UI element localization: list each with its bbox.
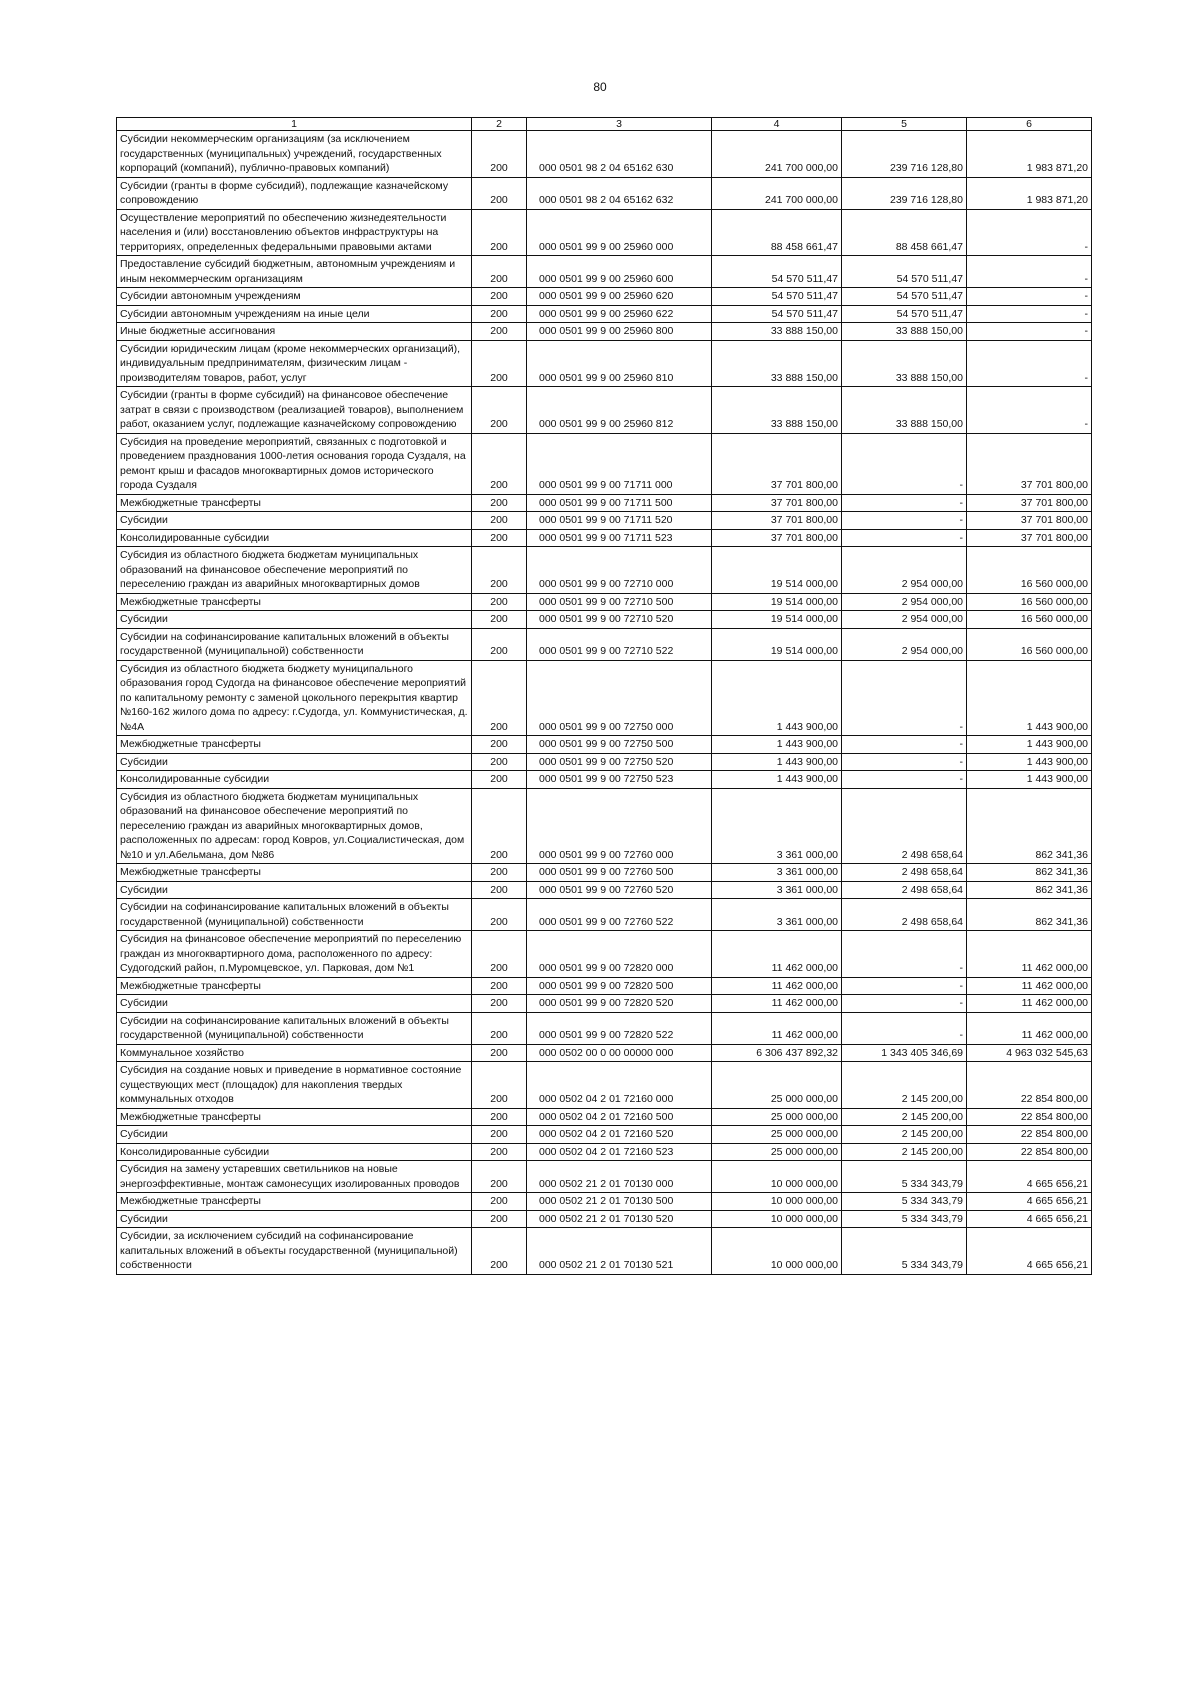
row-executed-amount-cell: 54 570 511,47	[842, 288, 967, 306]
row-classification-code-cell: 000 0501 99 9 00 25960 000	[527, 209, 712, 256]
row-unexecuted-amount-cell: 11 462 000,00	[967, 931, 1092, 978]
table-row	[117, 340, 1092, 387]
table-row	[117, 1193, 1092, 1211]
row-planned-amount-cell: 10 000 000,00	[712, 1228, 842, 1275]
row-classification-code-cell: 000 0501 98 2 04 65162 632	[527, 177, 712, 209]
row-name-cell: Субсидии автономным учреждениям на иные цели	[117, 305, 472, 323]
row-planned-amount-cell: 25 000 000,00	[712, 1143, 842, 1161]
table-row	[117, 433, 1092, 494]
row-planned-amount-cell: 1 443 900,00	[712, 753, 842, 771]
row-name-cell: Межбюджетные трансферты	[117, 494, 472, 512]
row-planned-amount-cell: 1 443 900,00	[712, 736, 842, 754]
table-body	[117, 118, 1092, 1275]
table-row	[117, 977, 1092, 995]
row-name-cell: Межбюджетные трансферты	[117, 736, 472, 754]
row-admin-code-cell: 200	[472, 736, 527, 754]
row-planned-amount-cell: 37 701 800,00	[712, 494, 842, 512]
row-executed-amount-cell: 33 888 150,00	[842, 323, 967, 341]
row-executed-amount-cell: -	[842, 433, 967, 494]
row-unexecuted-amount-cell: 4 665 656,21	[967, 1228, 1092, 1275]
row-admin-code-cell: 200	[472, 864, 527, 882]
row-classification-code-cell: 000 0501 99 9 00 72760 000	[527, 788, 712, 864]
row-classification-code-cell: 000 0501 99 9 00 25960 620	[527, 288, 712, 306]
row-unexecuted-amount-cell: 1 443 900,00	[967, 736, 1092, 754]
row-admin-code-cell: 200	[472, 931, 527, 978]
table-row	[117, 593, 1092, 611]
table-row	[117, 1143, 1092, 1161]
table-row	[117, 256, 1092, 288]
table-row	[117, 1012, 1092, 1044]
row-planned-amount-cell: 10 000 000,00	[712, 1161, 842, 1193]
table-row	[117, 995, 1092, 1013]
table-row	[117, 494, 1092, 512]
row-executed-amount-cell: 2 954 000,00	[842, 611, 967, 629]
row-admin-code-cell: 200	[472, 177, 527, 209]
row-unexecuted-amount-cell: -	[967, 256, 1092, 288]
row-name-cell: Межбюджетные трансферты	[117, 593, 472, 611]
row-admin-code-cell: 200	[472, 1108, 527, 1126]
row-executed-amount-cell: 239 716 128,80	[842, 131, 967, 178]
row-name-cell: Субсидии	[117, 881, 472, 899]
table-row	[117, 512, 1092, 530]
row-classification-code-cell: 000 0502 21 2 01 70130 521	[527, 1228, 712, 1275]
table-row	[117, 931, 1092, 978]
row-unexecuted-amount-cell: 22 854 800,00	[967, 1108, 1092, 1126]
column-number-row	[117, 118, 1092, 131]
row-executed-amount-cell: -	[842, 494, 967, 512]
row-name-cell: Субсидия из областного бюджета бюджету муниципального образования город Судогда на финансовое обеспечение мероприятий по капитальному ремонту с заменой цокольного перекрытия квартир №160-162 жилого дома по адресу: г.Судогда, ул. Коммунистическая, д.№4А	[117, 660, 472, 736]
row-admin-code-cell: 200	[472, 753, 527, 771]
table-row	[117, 864, 1092, 882]
row-classification-code-cell: 000 0501 99 9 00 72760 500	[527, 864, 712, 882]
row-name-cell: Субсидии на софинансирование капитальных вложений в объекты государственной (муниципальной) собственности	[117, 899, 472, 931]
row-name-cell: Межбюджетные трансферты	[117, 977, 472, 995]
row-classification-code-cell: 000 0501 99 9 00 72760 522	[527, 899, 712, 931]
row-classification-code-cell: 000 0501 99 9 00 71711 523	[527, 529, 712, 547]
row-executed-amount-cell: -	[842, 771, 967, 789]
table-row	[117, 1126, 1092, 1144]
row-classification-code-cell: 000 0501 99 9 00 25960 810	[527, 340, 712, 387]
row-unexecuted-amount-cell: 16 560 000,00	[967, 611, 1092, 629]
row-name-cell: Субсидии (гранты в форме субсидий), подлежащие казначейскому сопровождению	[117, 177, 472, 209]
row-unexecuted-amount-cell: 1 443 900,00	[967, 771, 1092, 789]
table-row	[117, 387, 1092, 434]
row-name-cell: Субсидия на финансовое обеспечение мероприятий по переселению граждан из многоквартирного дома, расположенного по адресу: Судогодский район, п.Муромцевское, ул. Парковая, дом №1	[117, 931, 472, 978]
row-planned-amount-cell: 241 700 000,00	[712, 131, 842, 178]
table-row	[117, 660, 1092, 736]
row-executed-amount-cell: 2 145 200,00	[842, 1126, 967, 1144]
table-row	[117, 305, 1092, 323]
row-executed-amount-cell: 2 145 200,00	[842, 1062, 967, 1109]
row-executed-amount-cell: 54 570 511,47	[842, 305, 967, 323]
row-admin-code-cell: 200	[472, 256, 527, 288]
row-admin-code-cell: 200	[472, 611, 527, 629]
row-classification-code-cell: 000 0502 21 2 01 70130 000	[527, 1161, 712, 1193]
row-classification-code-cell: 000 0501 99 9 00 72710 500	[527, 593, 712, 611]
row-planned-amount-cell: 11 462 000,00	[712, 931, 842, 978]
row-executed-amount-cell: 5 334 343,79	[842, 1193, 967, 1211]
row-name-cell: Субсидии юридическим лицам (кроме некоммерческих организаций), индивидуальным предпринимателям, физическим лицам - производителям товаров, работ, услуг	[117, 340, 472, 387]
row-executed-amount-cell: 33 888 150,00	[842, 340, 967, 387]
table-row	[117, 288, 1092, 306]
row-planned-amount-cell: 33 888 150,00	[712, 323, 842, 341]
row-admin-code-cell: 200	[472, 1126, 527, 1144]
row-executed-amount-cell: 2 954 000,00	[842, 593, 967, 611]
table-row	[117, 771, 1092, 789]
column-number-1: 1	[117, 118, 472, 131]
table-row	[117, 753, 1092, 771]
row-classification-code-cell: 000 0502 00 0 00 00000 000	[527, 1044, 712, 1062]
row-planned-amount-cell: 54 570 511,47	[712, 305, 842, 323]
row-executed-amount-cell: -	[842, 736, 967, 754]
row-name-cell: Межбюджетные трансферты	[117, 1108, 472, 1126]
row-classification-code-cell: 000 0502 21 2 01 70130 500	[527, 1193, 712, 1211]
row-admin-code-cell: 200	[472, 131, 527, 178]
row-unexecuted-amount-cell: 22 854 800,00	[967, 1062, 1092, 1109]
row-admin-code-cell: 200	[472, 593, 527, 611]
row-name-cell: Межбюджетные трансферты	[117, 864, 472, 882]
row-executed-amount-cell: 33 888 150,00	[842, 387, 967, 434]
row-executed-amount-cell: 2 498 658,64	[842, 864, 967, 882]
row-executed-amount-cell: -	[842, 753, 967, 771]
table-row	[117, 611, 1092, 629]
row-executed-amount-cell: -	[842, 931, 967, 978]
row-planned-amount-cell: 3 361 000,00	[712, 864, 842, 882]
table-row	[117, 788, 1092, 864]
row-executed-amount-cell: -	[842, 995, 967, 1013]
table-row	[117, 529, 1092, 547]
row-unexecuted-amount-cell: -	[967, 387, 1092, 434]
row-classification-code-cell: 000 0501 99 9 00 25960 800	[527, 323, 712, 341]
row-name-cell: Субсидии	[117, 1126, 472, 1144]
table-row	[117, 1062, 1092, 1109]
row-unexecuted-amount-cell: 16 560 000,00	[967, 547, 1092, 594]
row-executed-amount-cell: -	[842, 977, 967, 995]
table-row	[117, 1161, 1092, 1193]
table-row	[117, 736, 1092, 754]
row-planned-amount-cell: 1 443 900,00	[712, 771, 842, 789]
row-classification-code-cell: 000 0501 99 9 00 72760 520	[527, 881, 712, 899]
row-unexecuted-amount-cell: 11 462 000,00	[967, 977, 1092, 995]
row-planned-amount-cell: 37 701 800,00	[712, 529, 842, 547]
row-planned-amount-cell: 54 570 511,47	[712, 256, 842, 288]
row-classification-code-cell: 000 0502 04 2 01 72160 520	[527, 1126, 712, 1144]
row-name-cell: Коммунальное хозяйство	[117, 1044, 472, 1062]
row-admin-code-cell: 200	[472, 1143, 527, 1161]
row-classification-code-cell: 000 0501 99 9 00 72710 520	[527, 611, 712, 629]
row-planned-amount-cell: 25 000 000,00	[712, 1108, 842, 1126]
row-unexecuted-amount-cell: 16 560 000,00	[967, 628, 1092, 660]
row-name-cell: Консолидированные субсидии	[117, 529, 472, 547]
row-classification-code-cell: 000 0501 99 9 00 72820 500	[527, 977, 712, 995]
row-admin-code-cell: 200	[472, 977, 527, 995]
row-name-cell: Предоставление субсидий бюджетным, автономным учреждениям и иным некоммерческим организациям	[117, 256, 472, 288]
row-admin-code-cell: 200	[472, 209, 527, 256]
row-unexecuted-amount-cell: 11 462 000,00	[967, 1012, 1092, 1044]
row-name-cell: Субсидии	[117, 995, 472, 1013]
row-classification-code-cell: 000 0501 99 9 00 72750 000	[527, 660, 712, 736]
row-planned-amount-cell: 1 443 900,00	[712, 660, 842, 736]
row-admin-code-cell: 200	[472, 628, 527, 660]
row-planned-amount-cell: 19 514 000,00	[712, 593, 842, 611]
row-executed-amount-cell: -	[842, 660, 967, 736]
table-row	[117, 1210, 1092, 1228]
row-classification-code-cell: 000 0501 99 9 00 72820 520	[527, 995, 712, 1013]
table-row	[117, 1044, 1092, 1062]
row-admin-code-cell: 200	[472, 547, 527, 594]
table-row	[117, 1228, 1092, 1275]
row-planned-amount-cell: 88 458 661,47	[712, 209, 842, 256]
row-admin-code-cell: 200	[472, 899, 527, 931]
row-name-cell: Субсидия на проведение мероприятий, связанных с подготовкой и проведением празднования 1000-летия основания города Суздаля, на ремонт крыш и фасадов многоквартирных домов исторического города Суздаля	[117, 433, 472, 494]
row-classification-code-cell: 000 0501 99 9 00 25960 812	[527, 387, 712, 434]
row-unexecuted-amount-cell: 11 462 000,00	[967, 995, 1092, 1013]
table-row	[117, 628, 1092, 660]
row-classification-code-cell: 000 0501 99 9 00 72710 522	[527, 628, 712, 660]
row-admin-code-cell: 200	[472, 323, 527, 341]
row-executed-amount-cell: 2 145 200,00	[842, 1108, 967, 1126]
row-executed-amount-cell: 2 498 658,64	[842, 788, 967, 864]
row-admin-code-cell: 200	[472, 881, 527, 899]
row-classification-code-cell: 000 0501 98 2 04 65162 630	[527, 131, 712, 178]
row-executed-amount-cell: 2 954 000,00	[842, 628, 967, 660]
table-row	[117, 899, 1092, 931]
row-admin-code-cell: 200	[472, 995, 527, 1013]
row-unexecuted-amount-cell: 37 701 800,00	[967, 494, 1092, 512]
row-name-cell: Субсидии, за исключением субсидий на софинансирование капитальных вложений в объекты государственной (муниципальной) собственности	[117, 1228, 472, 1275]
row-classification-code-cell: 000 0501 99 9 00 72750 523	[527, 771, 712, 789]
row-name-cell: Субсидии автономным учреждениям	[117, 288, 472, 306]
row-name-cell: Субсидии	[117, 512, 472, 530]
table-row	[117, 209, 1092, 256]
row-admin-code-cell: 200	[472, 512, 527, 530]
row-unexecuted-amount-cell: 37 701 800,00	[967, 512, 1092, 530]
page-number: 80	[593, 80, 607, 94]
column-number-4: 4	[712, 118, 842, 131]
row-unexecuted-amount-cell: 1 983 871,20	[967, 177, 1092, 209]
table-row	[117, 177, 1092, 209]
row-executed-amount-cell: -	[842, 1012, 967, 1044]
row-name-cell: Субсидии	[117, 1210, 472, 1228]
table-row	[117, 881, 1092, 899]
row-classification-code-cell: 000 0501 99 9 00 72820 000	[527, 931, 712, 978]
row-classification-code-cell: 000 0501 99 9 00 25960 622	[527, 305, 712, 323]
row-planned-amount-cell: 3 361 000,00	[712, 788, 842, 864]
table-row	[117, 131, 1092, 178]
row-executed-amount-cell: 2 145 200,00	[842, 1143, 967, 1161]
row-planned-amount-cell: 11 462 000,00	[712, 977, 842, 995]
row-admin-code-cell: 200	[472, 1062, 527, 1109]
row-planned-amount-cell: 33 888 150,00	[712, 340, 842, 387]
row-name-cell: Субсидия на создание новых и приведение в нормативное состояние существующих мест (площадок) для накопления твердых коммунальных отходов	[117, 1062, 472, 1109]
row-admin-code-cell: 200	[472, 340, 527, 387]
row-executed-amount-cell: 2 954 000,00	[842, 547, 967, 594]
row-planned-amount-cell: 33 888 150,00	[712, 387, 842, 434]
row-planned-amount-cell: 10 000 000,00	[712, 1193, 842, 1211]
row-planned-amount-cell: 19 514 000,00	[712, 611, 842, 629]
row-name-cell: Субсидии (гранты в форме субсидий) на финансовое обеспечение затрат в связи с производством (реализацией товаров), выполнением работ, оказанием услуг, подлежащие казначейскому сопровождению	[117, 387, 472, 434]
row-planned-amount-cell: 37 701 800,00	[712, 512, 842, 530]
row-unexecuted-amount-cell: 4 665 656,21	[967, 1161, 1092, 1193]
row-name-cell: Субсидии	[117, 753, 472, 771]
row-planned-amount-cell: 10 000 000,00	[712, 1210, 842, 1228]
row-admin-code-cell: 200	[472, 494, 527, 512]
row-name-cell: Субсидии на софинансирование капитальных вложений в объекты государственной (муниципальной) собственности	[117, 628, 472, 660]
row-classification-code-cell: 000 0501 99 9 00 72710 000	[527, 547, 712, 594]
row-admin-code-cell: 200	[472, 1161, 527, 1193]
row-name-cell: Межбюджетные трансферты	[117, 1193, 472, 1211]
row-planned-amount-cell: 11 462 000,00	[712, 995, 842, 1013]
row-classification-code-cell: 000 0501 99 9 00 71711 500	[527, 494, 712, 512]
row-unexecuted-amount-cell: 4 665 656,21	[967, 1210, 1092, 1228]
row-classification-code-cell: 000 0502 21 2 01 70130 520	[527, 1210, 712, 1228]
row-unexecuted-amount-cell: 862 341,36	[967, 864, 1092, 882]
row-planned-amount-cell: 6 306 437 892,32	[712, 1044, 842, 1062]
row-admin-code-cell: 200	[472, 788, 527, 864]
column-number-3: 3	[527, 118, 712, 131]
row-admin-code-cell: 200	[472, 288, 527, 306]
row-executed-amount-cell: 5 334 343,79	[842, 1210, 967, 1228]
row-name-cell: Консолидированные субсидии	[117, 1143, 472, 1161]
row-name-cell: Субсидия из областного бюджета бюджетам муниципальных образований на финансовое обеспечение мероприятий по переселению граждан из аварийных многоквартирных домов, расположенных по адресам: город Ковров, ул.Социалистическая, дом №10 и ул.Абельмана, дом №86	[117, 788, 472, 864]
row-classification-code-cell: 000 0502 04 2 01 72160 500	[527, 1108, 712, 1126]
row-planned-amount-cell: 25 000 000,00	[712, 1126, 842, 1144]
row-unexecuted-amount-cell: 862 341,36	[967, 899, 1092, 931]
budget-execution-table	[116, 117, 1092, 1275]
row-unexecuted-amount-cell: 4 963 032 545,63	[967, 1044, 1092, 1062]
row-planned-amount-cell: 3 361 000,00	[712, 881, 842, 899]
row-unexecuted-amount-cell: 1 443 900,00	[967, 753, 1092, 771]
row-name-cell: Субсидия из областного бюджета бюджетам муниципальных образований на финансовое обеспечение мероприятий по переселению граждан из аварийных многоквартирных домов	[117, 547, 472, 594]
row-executed-amount-cell: 239 716 128,80	[842, 177, 967, 209]
row-executed-amount-cell: 2 498 658,64	[842, 881, 967, 899]
column-number-2: 2	[472, 118, 527, 131]
row-name-cell: Консолидированные субсидии	[117, 771, 472, 789]
row-classification-code-cell: 000 0502 04 2 01 72160 000	[527, 1062, 712, 1109]
table-row	[117, 1108, 1092, 1126]
row-unexecuted-amount-cell: 16 560 000,00	[967, 593, 1092, 611]
column-number-5: 5	[842, 118, 967, 131]
row-classification-code-cell: 000 0501 99 9 00 72820 522	[527, 1012, 712, 1044]
row-executed-amount-cell: 2 498 658,64	[842, 899, 967, 931]
row-unexecuted-amount-cell: -	[967, 323, 1092, 341]
row-admin-code-cell: 200	[472, 771, 527, 789]
row-classification-code-cell: 000 0502 04 2 01 72160 523	[527, 1143, 712, 1161]
row-executed-amount-cell: -	[842, 529, 967, 547]
row-executed-amount-cell: 5 334 343,79	[842, 1228, 967, 1275]
row-planned-amount-cell: 19 514 000,00	[712, 628, 842, 660]
row-admin-code-cell: 200	[472, 1210, 527, 1228]
table-row	[117, 547, 1092, 594]
row-unexecuted-amount-cell: 4 665 656,21	[967, 1193, 1092, 1211]
row-classification-code-cell: 000 0501 99 9 00 25960 600	[527, 256, 712, 288]
row-admin-code-cell: 200	[472, 1193, 527, 1211]
row-name-cell: Субсидии некоммерческим организациям (за исключением государственных (муниципальных) учреждений, государственных корпораций (компаний), публично-правовых компаний)	[117, 131, 472, 178]
row-unexecuted-amount-cell: 1 443 900,00	[967, 660, 1092, 736]
row-unexecuted-amount-cell: 37 701 800,00	[967, 433, 1092, 494]
row-executed-amount-cell: 54 570 511,47	[842, 256, 967, 288]
row-unexecuted-amount-cell: -	[967, 305, 1092, 323]
row-admin-code-cell: 200	[472, 660, 527, 736]
row-unexecuted-amount-cell: -	[967, 209, 1092, 256]
row-name-cell: Субсидии на софинансирование капитальных вложений в объекты государственной (муниципальной) собственности	[117, 1012, 472, 1044]
row-admin-code-cell: 200	[472, 529, 527, 547]
row-name-cell: Осуществление мероприятий по обеспечению жизнедеятельности населения и (или) восстановлению объектов инфраструктуры на территориях, определенных федеральными правовыми актами	[117, 209, 472, 256]
row-name-cell: Субсидия на замену устаревших светильников на новые энергоэффективные, монтаж самонесущих изолированных проводов	[117, 1161, 472, 1193]
row-name-cell: Субсидии	[117, 611, 472, 629]
row-classification-code-cell: 000 0501 99 9 00 71711 000	[527, 433, 712, 494]
row-admin-code-cell: 200	[472, 305, 527, 323]
row-planned-amount-cell: 241 700 000,00	[712, 177, 842, 209]
row-executed-amount-cell: -	[842, 512, 967, 530]
row-executed-amount-cell: 88 458 661,47	[842, 209, 967, 256]
row-unexecuted-amount-cell: 22 854 800,00	[967, 1126, 1092, 1144]
row-classification-code-cell: 000 0501 99 9 00 72750 500	[527, 736, 712, 754]
row-admin-code-cell: 200	[472, 1228, 527, 1275]
row-admin-code-cell: 200	[472, 1012, 527, 1044]
row-name-cell: Иные бюджетные ассигнования	[117, 323, 472, 341]
row-unexecuted-amount-cell: 37 701 800,00	[967, 529, 1092, 547]
row-unexecuted-amount-cell: 22 854 800,00	[967, 1143, 1092, 1161]
row-planned-amount-cell: 37 701 800,00	[712, 433, 842, 494]
row-planned-amount-cell: 54 570 511,47	[712, 288, 842, 306]
row-admin-code-cell: 200	[472, 433, 527, 494]
row-planned-amount-cell: 25 000 000,00	[712, 1062, 842, 1109]
row-executed-amount-cell: 5 334 343,79	[842, 1161, 967, 1193]
table-row	[117, 323, 1092, 341]
row-classification-code-cell: 000 0501 99 9 00 71711 520	[527, 512, 712, 530]
row-unexecuted-amount-cell: 862 341,36	[967, 788, 1092, 864]
row-planned-amount-cell: 19 514 000,00	[712, 547, 842, 594]
row-admin-code-cell: 200	[472, 1044, 527, 1062]
row-planned-amount-cell: 3 361 000,00	[712, 899, 842, 931]
row-admin-code-cell: 200	[472, 387, 527, 434]
row-unexecuted-amount-cell: 1 983 871,20	[967, 131, 1092, 178]
row-executed-amount-cell: 1 343 405 346,69	[842, 1044, 967, 1062]
column-number-6: 6	[967, 118, 1092, 131]
row-unexecuted-amount-cell: -	[967, 288, 1092, 306]
row-classification-code-cell: 000 0501 99 9 00 72750 520	[527, 753, 712, 771]
row-unexecuted-amount-cell: 862 341,36	[967, 881, 1092, 899]
row-unexecuted-amount-cell: -	[967, 340, 1092, 387]
row-planned-amount-cell: 11 462 000,00	[712, 1012, 842, 1044]
